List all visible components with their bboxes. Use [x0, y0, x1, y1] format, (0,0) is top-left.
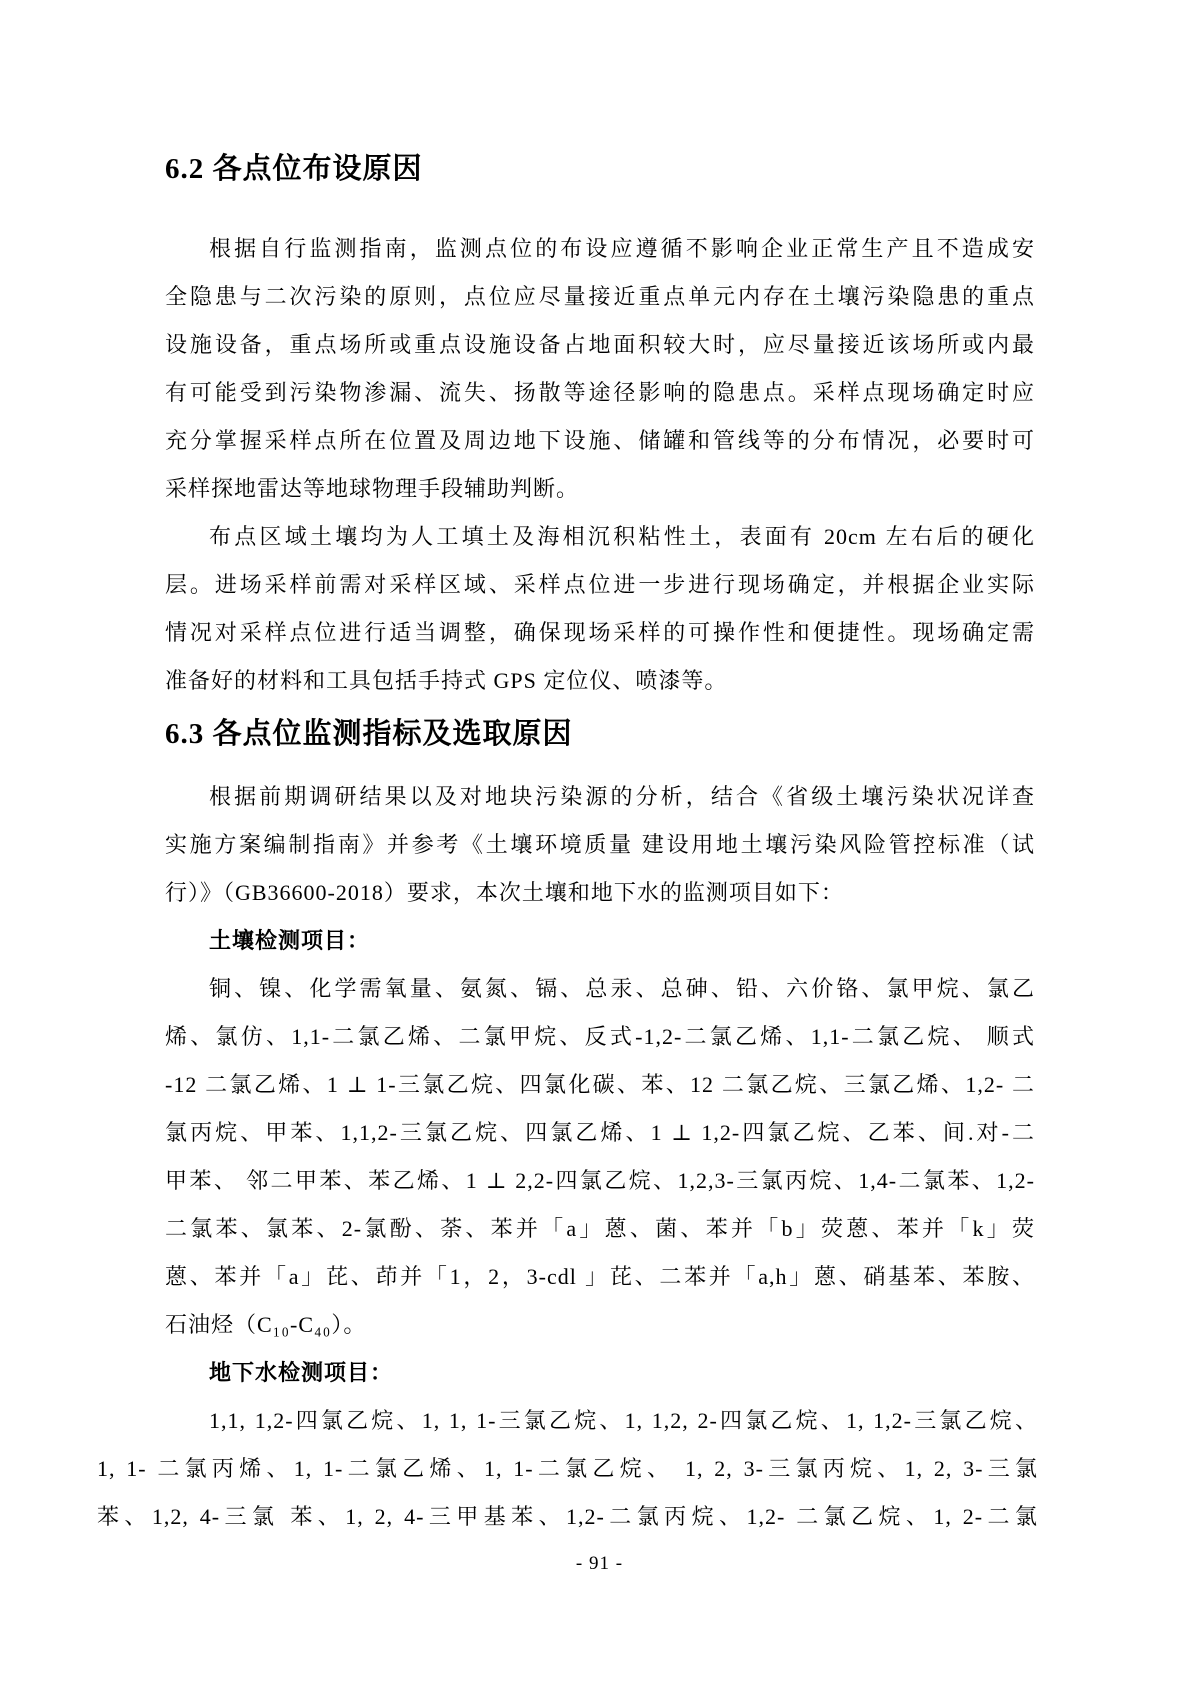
text-line: 蒽、苯并「a」芘、茚并「1，2，3-cdl 」芘、二苯并「a,h」蒽、硝基苯、苯胺、 [165, 1264, 1035, 1289]
text-line: 设施设备，重点场所或重点设施设备占地面积较大时，应尽量接近该场所或内最 [165, 332, 1035, 357]
text-line: 实施方案编制指南》并参考《土壤环境质量 建设用地土壤污染风险管控标准（试 [165, 832, 1035, 857]
paragraph-groundwater-items [97, 1397, 1038, 1541]
text-line: 石油烃（C₁₀-C₄₀）。 [165, 1312, 367, 1337]
text-line: 苯、1,2, 4-三氯 苯、1, 2, 4-三甲基苯、1,2-二氯丙烷、1,2- 二氯乙烷、1, 2-二氯 [97, 1504, 1038, 1529]
soil-items-heading: 土壤检测项目： [209, 928, 371, 953]
text-line: 根据自行监测指南，监测点位的布设应遵循不影响企业正常生产且不造成安 [209, 236, 1035, 261]
text-line: 氯丙烷、甲苯、1,1,2-三氯乙烷、四氯乙烯、1 ⊥ 1,2-四氯乙烷、乙苯、间.对-二 [165, 1120, 1035, 1145]
text-line: 1,1, 1,2-四氯乙烷、1, 1, 1-三氯乙烷、1, 1,2, 2-四氯乙烷、1, 1,2-三氯乙烷、 [209, 1408, 1038, 1433]
paragraph-soil-items [165, 965, 1035, 1349]
groundwater-items-heading: 地下水检测项目： [209, 1360, 394, 1385]
text-line: 二氯苯、氯苯、2-氯酚、荼、苯并「a」蒽、菌、苯并「b」荧蒽、苯并「k」荧 [165, 1216, 1035, 1241]
text-line: 全隐患与二次污染的原则，点位应尽量接近重点单元内存在土壤污染隐患的重点 [165, 284, 1035, 309]
text-line: 1, 1- 二氯丙烯、1, 1-二氯乙烯、1, 1-二氯乙烷、 1, 2, 3-三氯丙烷、1, 2, 3-三氯 [97, 1456, 1038, 1481]
section-heading-6-3: 6.3 各点位监测指标及选取原因 [165, 718, 573, 750]
paragraph-point-layout-2 [165, 513, 1035, 705]
page-number-footer: - 91 - [575, 1553, 624, 1574]
text-line: 采样探地雷达等地球物理手段辅助判断。 [165, 476, 580, 501]
text-line: 准备好的材料和工具包括手持式 GPS 定位仪、喷漆等。 [165, 668, 728, 693]
text-line: -12 二氯乙烯、1 ⊥ 1-三氯乙烷、四氯化碳、苯、12 二氯乙烷、三氯乙烯、1,2- 二 [165, 1072, 1035, 1097]
text-line: 情况对采样点位进行适当调整，确保现场采样的可操作性和便捷性。现场确定需 [165, 620, 1035, 645]
section-heading-6-2: 6.2 各点位布设原因 [165, 153, 423, 185]
text-line: 根据前期调研结果以及对地块污染源的分析，结合《省级土壤污染状况详查 [209, 784, 1035, 809]
text-line: 甲苯、 邻二甲苯、苯乙烯、1 ⊥ 2,2-四氯乙烷、1,2,3-三氯丙烷、1,4-二氯苯、1,2- [165, 1168, 1035, 1193]
text-line: 有可能受到污染物渗漏、流失、扬散等途径影响的隐患点。采样点现场确定时应 [165, 380, 1035, 405]
paragraph-indicator-intro [165, 773, 1035, 917]
paragraph-point-layout-1 [165, 225, 1035, 513]
text-line: 行）》（GB36600-2018）要求，本次土壤和地下水的监测项目如下： [165, 880, 844, 905]
text-line: 布点区域土壤均为人工填土及海相沉积粘性土，表面有 20cm 左右后的硬化 [209, 524, 1035, 549]
text-line: 充分掌握采样点所在位置及周边地下设施、储罐和管线等的分布情况，必要时可 [165, 428, 1035, 453]
text-line: 铜、镍、化学需氧量、氨氮、镉、总汞、总砷、铅、六价铬、氯甲烷、氯乙 [209, 976, 1035, 1001]
text-line: 层。进场采样前需对采样区域、采样点位进一步进行现场确定，并根据企业实际 [165, 572, 1035, 597]
text-line: 烯、氯仿、1,1-二氯乙烯、二氯甲烷、反式-1,2-二氯乙烯、1,1-二氯乙烷、 顺式 [165, 1024, 1035, 1049]
content-area [97, 146, 1038, 1541]
